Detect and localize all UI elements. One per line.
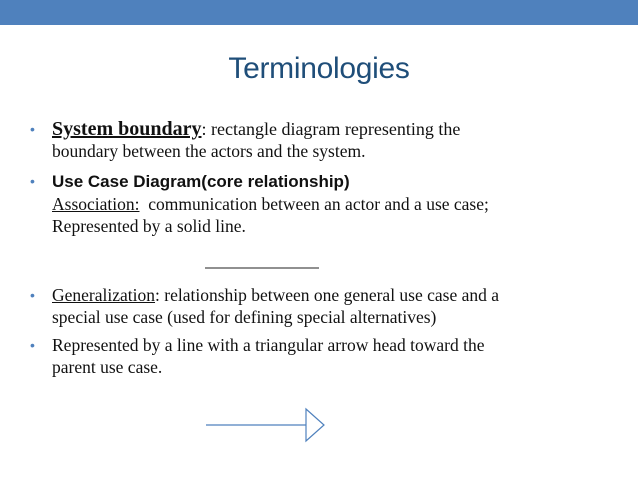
arrow-description-continuation: parent use case. [52, 357, 163, 377]
system-boundary-continuation: boundary between the actors and the system. [52, 141, 366, 161]
bullet-use-case-diagram [24, 170, 614, 237]
bullet-arrow-description [24, 334, 614, 378]
solid-line-illustration [205, 265, 321, 271]
bullet-generalization [24, 284, 614, 328]
bullet-system-boundary [24, 118, 614, 162]
term-association: Association: [52, 194, 140, 214]
heading-use-case-diagram: Use Case Diagram(core relationship) [52, 172, 350, 191]
slide-body [24, 118, 614, 378]
bullet-dot: • [30, 337, 35, 353]
association-continuation: Represented by a solid line. [52, 216, 246, 236]
bullet-dot: • [30, 287, 35, 303]
top-accent-bar [0, 0, 638, 25]
slide-title: Terminologies [228, 52, 410, 85]
generalization-text: : relationship between one general use case and a [155, 285, 500, 305]
generalization-arrow-icon [205, 407, 327, 443]
term-system-boundary: System boundary [52, 118, 202, 140]
association-text: communication between an actor and a use case; [139, 194, 489, 214]
bullet-dot: • [30, 121, 35, 137]
system-boundary-text: : rectangle diagram representing the [201, 119, 461, 139]
bullet-dot: • [30, 173, 35, 189]
generalization-continuation: special use case (used for defining special alternatives) [52, 307, 437, 327]
arrow-description-text: Represented by a line with a triangular arrow head toward the [52, 335, 485, 355]
term-generalization: Generalization [52, 285, 156, 305]
